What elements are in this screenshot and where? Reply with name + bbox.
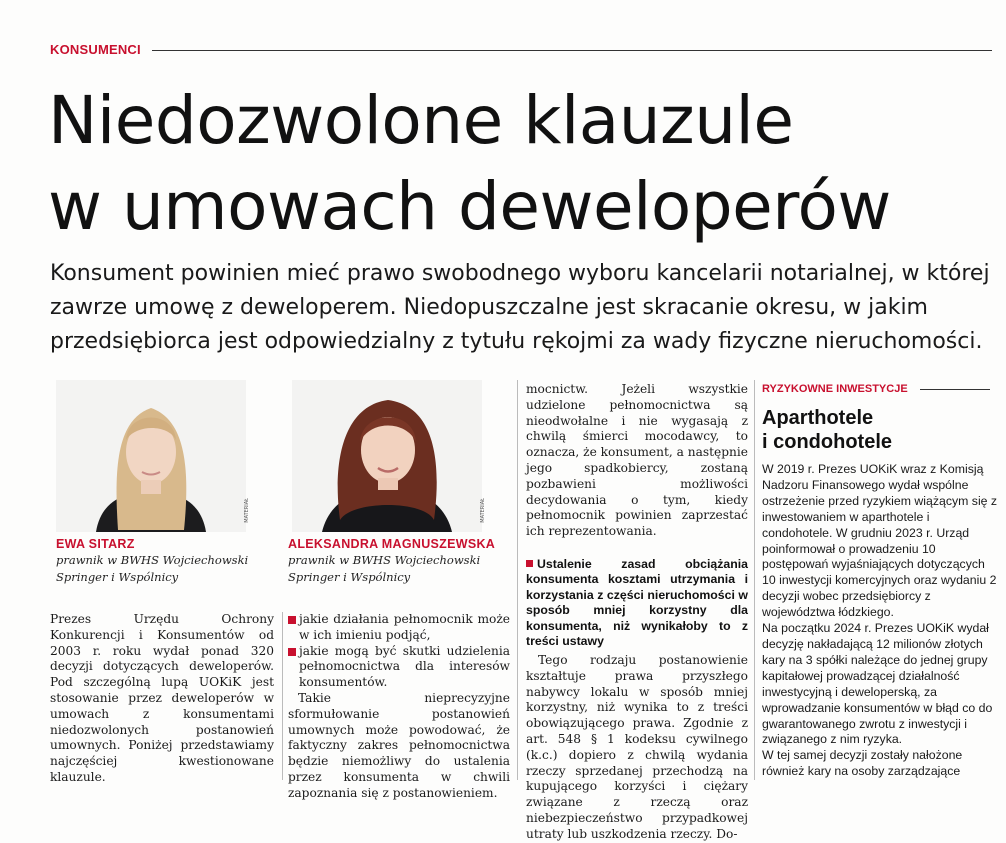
column-2-paragraph: Takie nieprecyzyjne sformułowanie postanowień umownych może powodować, że faktyczny zakres pełnomocnictwa będzie niemożliwy do ustalenia przez konsumenta w chwili zapoznania się z postanowieniem. [288,690,510,800]
author-role-2 [288,552,480,586]
author-role-1-line2: Springer i Wspólnicy [56,570,179,584]
column-divider-2 [517,380,518,780]
portrait-auburn-woman [292,380,482,532]
bullet-square-icon [526,560,533,567]
bullet-text: jakie działania pełnomocnik może w ich imieniu podjąć, [299,612,510,642]
section-label: KONSUMENCI [50,42,141,57]
author-role-1-line1: prawnik w BWHS Wojciechowski [56,553,249,567]
author-photo-ewa-sitarz [56,380,246,532]
bullet-item [288,644,510,691]
bullet-item [288,612,510,644]
author-role-1 [56,552,248,586]
column-divider-3 [754,380,755,780]
sidebar-title [762,406,992,454]
portrait-blonde-woman [56,380,246,532]
column-3-paragraph-1: mocnictw. Jeżeli wszystkie udzielone pełnomocnictwa są nieodwołalne i nie wygasają z chwilą śmierci mocodawcy, to oznacza, że konsument, a następnie jego spadkobiercy, zostaną pozbawieni możliwości decydowania o tym, kiedy pełnomocnik powinien zaprzestać ich reprezentowania. [526,382,748,539]
headline-line-1: Niedozwolone klauzule [48,82,794,159]
author-role-2-line1: prawnik w BWHS Wojciechowski [288,553,481,567]
author-role-2-line2: Springer i Wspólnicy [288,570,411,584]
column-3-paragraph-2: Tego rodzaju postanowienie kształtuje prawa przyszłego nabywcy lokalu w sposób mniej korzystny, niż wynika to z treści obowiązującego prawa. Zgodnie z art. 548 § 1 kodeksu cywilnego (k.c.) dopiero z chwilą wydania rzeczy sprzedanej przechodzą na kupującego korzyści i ciężary związane z rzeczą oraz niebezpieczeństwo przypadkowej utraty lub uszkodzenia rzeczy. Do- [526,652,748,841]
author-name-2: ALEKSANDRA MAGNUSZEWSKA [288,537,496,551]
section-divider [152,50,992,51]
article-lead: Konsument powinien mieć prawo swobodnego wyboru kancelarii notarialnej, w której zawrze umowę z deweloperem. Niedopuszczalne jest skracanie okresu, w jakim przedsiębiorca jest odpowiedzialny z tytułu rękojmi za wady fizyczne nieruchomości. [50,261,990,354]
photo-credit-2: MATERIAŁ [480,498,486,523]
column-1-text [50,612,274,786]
column-3-subheading-text: Ustalenie zasad obciążania konsumenta kosztami utrzymania i korzystania z części nieruchomości w sposób mniej korzystny dla konsumenta, niż wynikałoby to z treści ustawy [526,556,748,649]
sidebar-divider [920,389,990,390]
headline-line-2: w umowach deweloperów [48,168,891,245]
column-3-text [526,382,748,843]
sidebar-title-line1: Aparthotele [762,407,874,429]
bullet-square-icon [288,648,296,656]
author-name-1: EWA SITARZ [56,537,135,551]
bullet-square-icon [288,616,296,624]
sidebar-body [762,462,998,780]
article-headline [48,78,988,250]
author-photo-aleksandra-magnuszewska [292,380,482,532]
column-1-paragraph: Prezes Urzędu Ochrony Konkurencji i Konsumentów od 2003 r. roku wydał ponad 320 decyzji dotyczących deweloperów. Pod szczególną lupą UOKiK jest stosowanie przez deweloperów w umowach z konsumentami niedozwolonych postanowień umownych. Poniżej przedstawiamy najczęściej kwestionowane klauzule. [50,612,274,784]
sidebar-paragraph: W tej samej decyzji zostały nałożone również kary na osoby zarządzające [762,748,963,779]
column-2-text [288,612,510,802]
bullet-text: jakie mogą być skutki udzielenia pełnomocnictwa dla interesów konsumentów. [299,643,510,690]
column-3-subheading [526,557,748,650]
sidebar-title-line2: i condohotele [762,431,892,453]
column-divider-1 [282,612,283,780]
sidebar-label: RYZYKOWNE INWESTYCJE [762,383,908,395]
sidebar-paragraph: Na początku 2024 r. Prezes UOKiK wydał decyzję nakładającą 12 milionów złotych kary na 3 spółki należące do jednej grupy kapitałowej prowadzącej działalność inwestycyjną i deweloperską, za wprowadzanie konsumentów w błąd co do gwarantowanego zwrotu z inwestycji i związanego z nim ryzyka. [762,621,993,747]
photo-credit-1: MATERIAŁ [244,498,250,523]
sidebar-paragraph: W 2019 r. Prezes UOKiK wraz z Komisją Nadzoru Finansowego wydał wspólne ostrzeżenie przed ryzykiem wiążącym się z inwestowaniem w aparthotele i condohotele. W grudniu 2023 r. Urząd poinformował o prowadzeniu 10 postępowań wyjaśniających dotyczących 10 inwestycji komercyjnych oraz wydaniu 2 decyzji wobec przedsiębiorcy z województwa łódzkiego. [762,462,998,620]
